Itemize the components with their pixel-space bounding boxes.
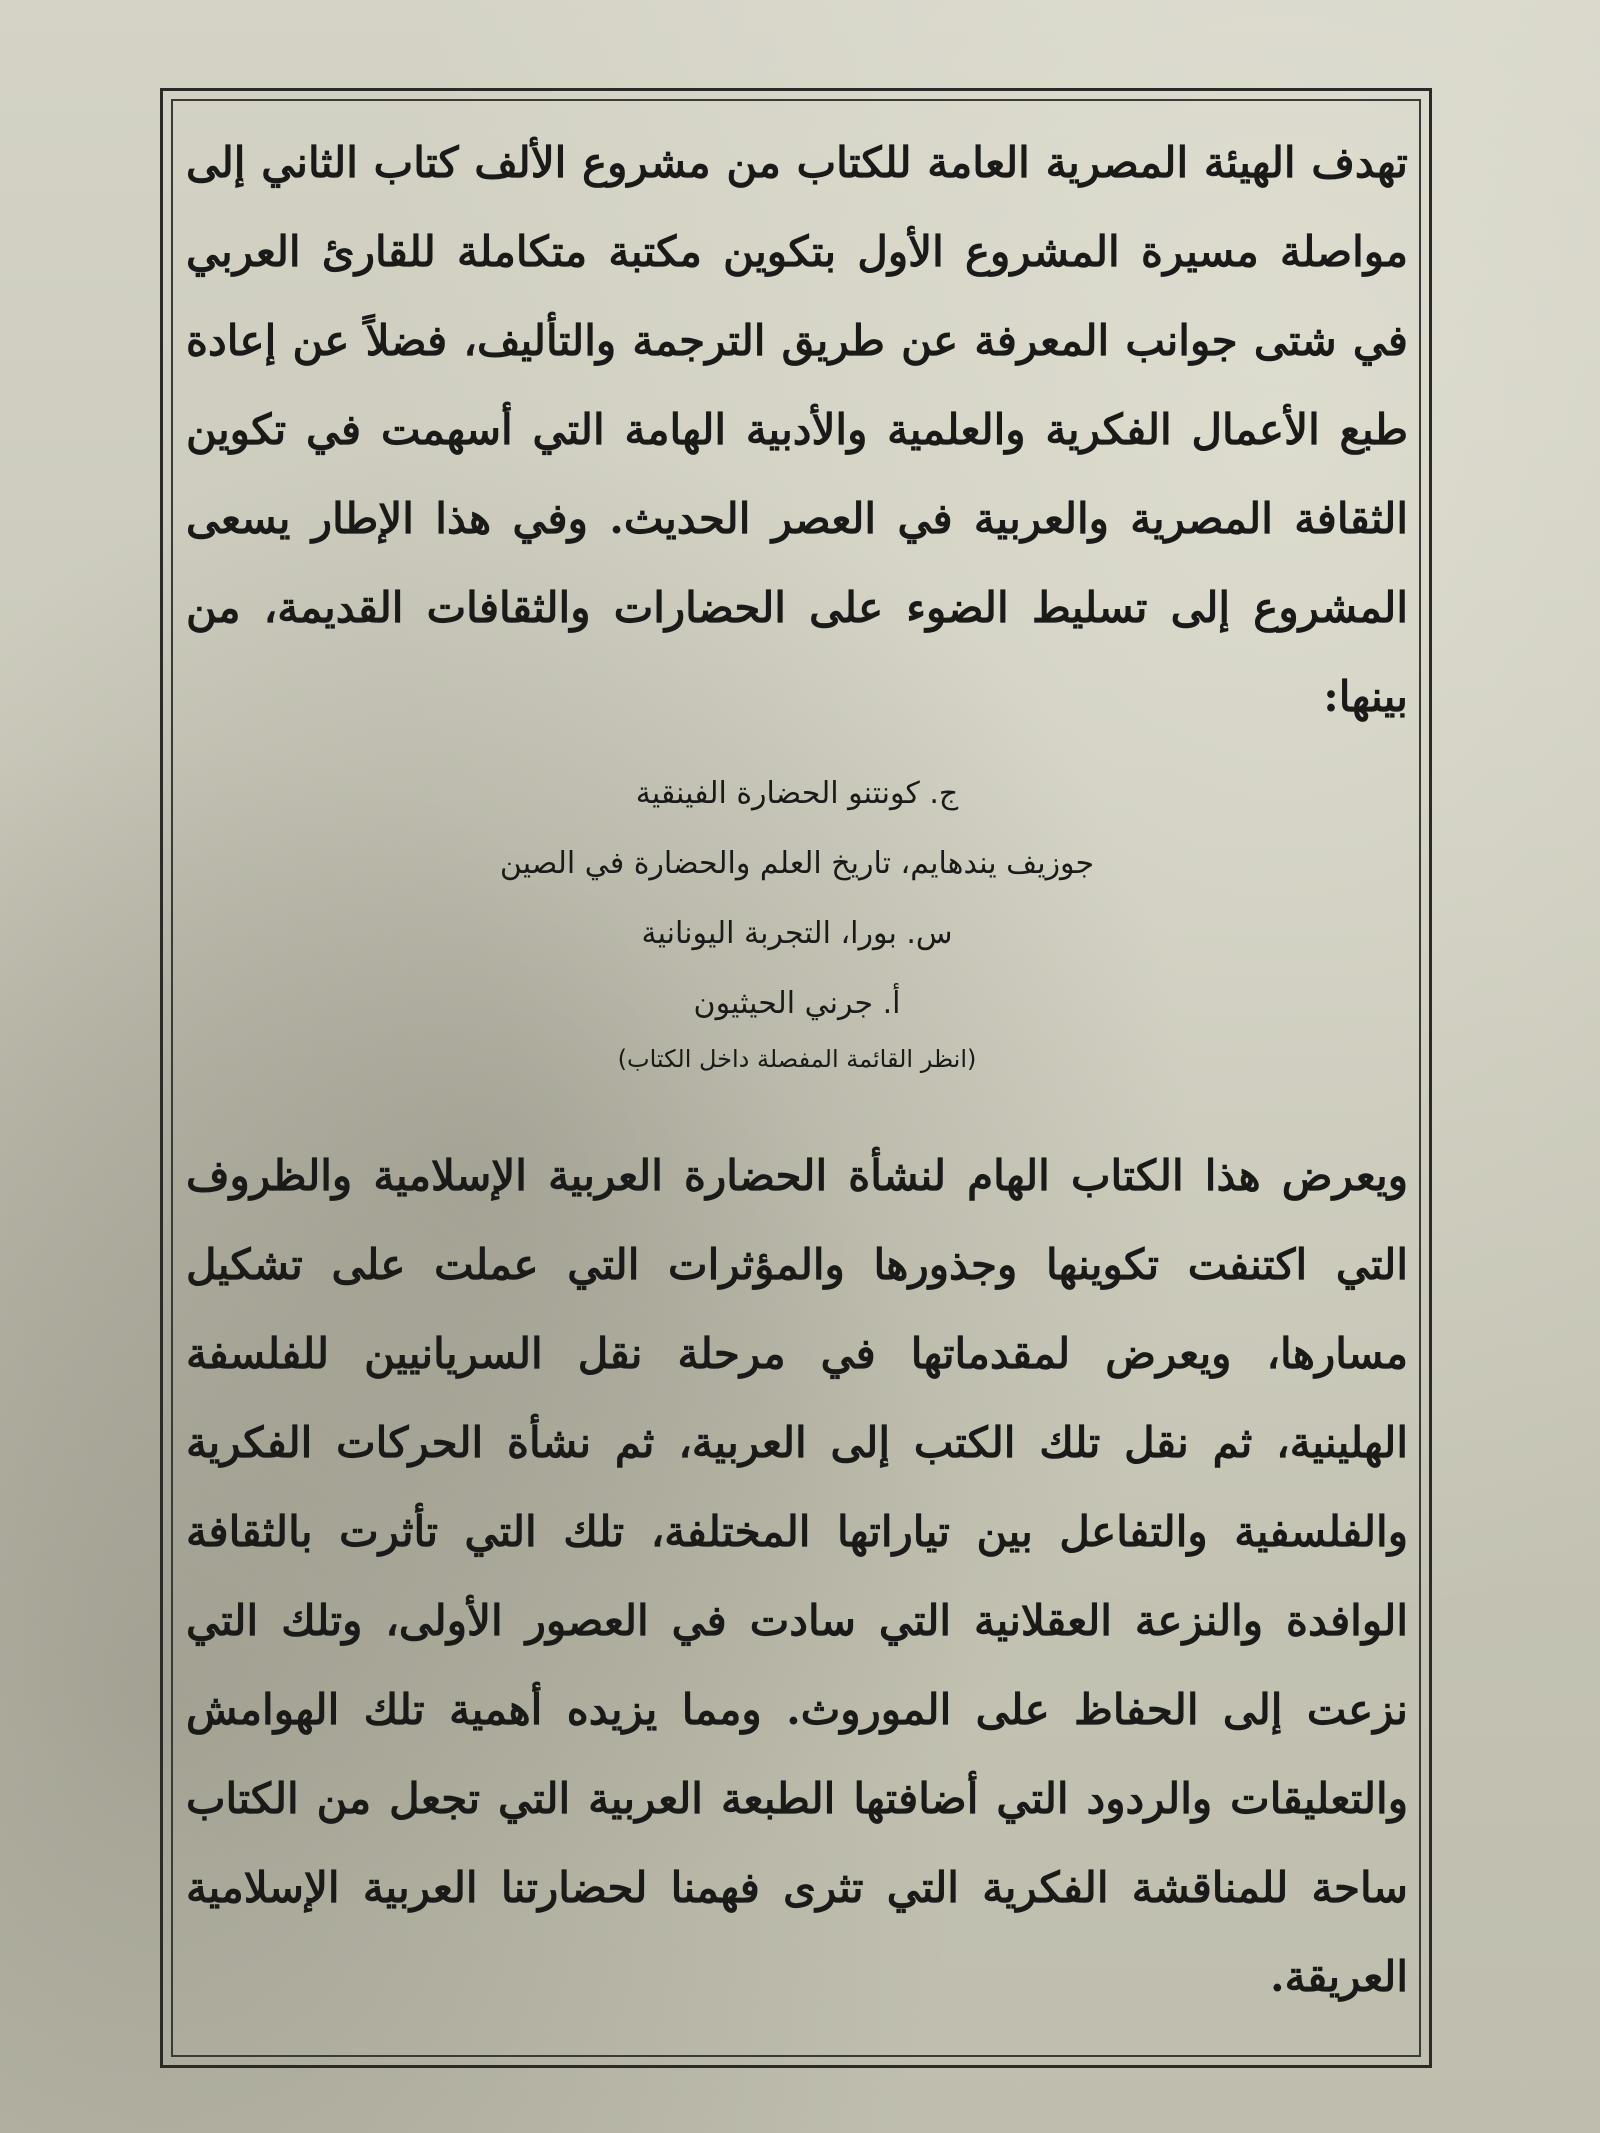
list-note: (انظر القائمة المفصلة داخل الكتاب) [617, 1045, 977, 1073]
book-list-item: س. بورا، التجربة اليونانية [641, 916, 953, 951]
back-cover-text [182, 118, 1412, 2021]
intro-paragraph: تهدف الهيئة المصرية العامة للكتاب من مشروع الألف كتاب الثاني إلى مواصلة مسيرة المشروع الأول بتكوين مكتبة متكاملة للقارئ العربي في شتى جوانب المعرفة عن طريق الترجمة والتأليف، فضلاً عن إعادة طبع الأعمال الفكرية والعلمية والأدبية الهامة التي أسهمت في تكوين الثقافة المصرية والعربية في العصر الحديث. وفي هذا الإطار يسعى المشروع إلى تسليط الضوء على الحضارات والثقافات القديمة، من بينها: [186, 138, 1408, 721]
book-list-item: جوزيف يندهايم، تاريخ العلم والحضارة في الصين [499, 846, 1095, 881]
book-list [182, 759, 1412, 1039]
description-paragraph: ويعرض هذا الكتاب الهام لنشأة الحضارة العربية الإسلامية والظروف التي اكتنفت تكوينها وجذورها والمؤثرات التي عملت على تشكيل مسارها، ويعرض لمقدماتها في مرحلة نقل السريانيين للفلسفة الهلينية، ثم نقل تلك الكتب إلى العربية، ثم نشأة الحركات الفكرية والفلسفية والتفاعل بين تياراتها المختلفة، تلك التي تأثرت بالثقافة الوافدة والنزعة العقلانية التي سادت في العصور الأولى، وتلك التي نزعت إلى الحفاظ على الموروث. ومما يزيده أهمية تلك الهوامش والتعليقات والردود التي أضافتها الطبعة العربية التي تجعل من الكتاب ساحة للمناقشة الفكرية التي تثرى فهمنا لحضارتنا العربية الإسلامية العريقة. [186, 1151, 1408, 2001]
book-list-item: ج. كونتنو الحضارة الفينقية [635, 776, 959, 811]
book-list-item: أ. جرني الحيثيون [693, 986, 901, 1021]
